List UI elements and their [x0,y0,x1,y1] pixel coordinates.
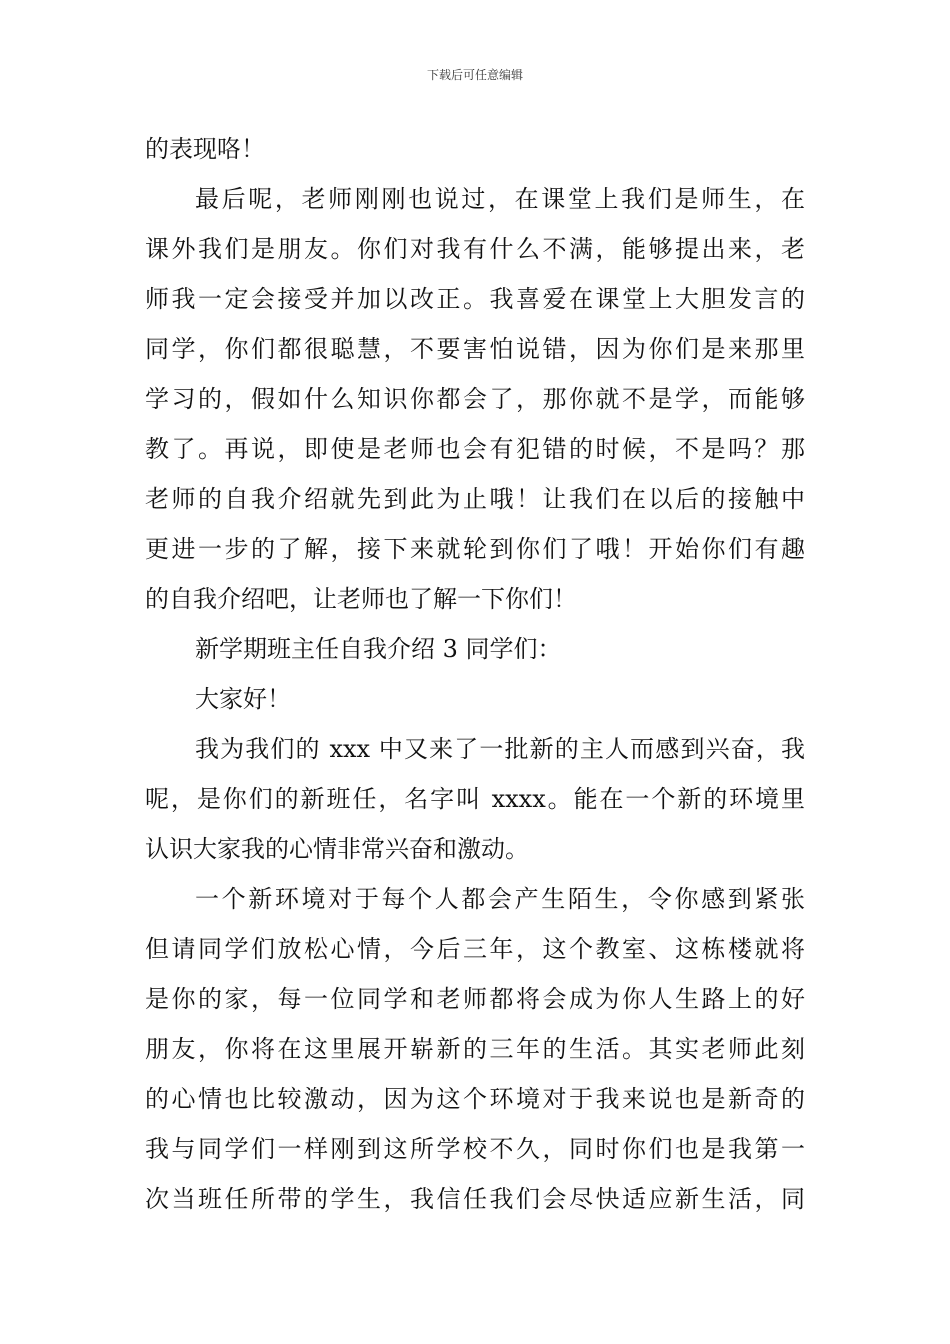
text-line: 学习的，假如什么知识你都会了，那你就不是学，而能够 [145,385,805,413]
text-line: 师我一定会接受并加以改正。我喜爱在课堂上大胆发言的 [145,285,805,313]
text-line: 认识大家我的心情非常兴奋和激动。 [145,835,529,863]
page-header: 下载后可任意编辑 [426,68,523,82]
text-line: 次当班任所带的学生，我信任我们会尽快适应新生活，同 [145,1185,805,1213]
text-line: 但请同学们放松心情，今后三年，这个教室、这栋楼就将 [145,935,805,963]
text-line: 的心情也比较激动，因为这个环境对于我来说也是新奇的 [145,1085,805,1113]
paragraph-first-line: 一个新环境对于每个人都会产生陌生，令你感到紧张 [195,885,805,913]
text-line: 更进一步的了解，接下来就轮到你们了哦！开始你们有趣 [145,535,805,563]
text-line: 同学，你们都很聪慧，不要害怕说错，因为你们是来那里 [145,335,805,363]
text-line: 呢，是你们的新班任，名字叫 xxxx。能在一个新的环境里 [145,785,805,813]
text-line: 是你的家，每一位同学和老师都将会成为你人生路上的好 [145,985,805,1013]
text-line: 的表现咯！ [145,135,265,163]
text-line: 朋友，你将在这里展开崭新的三年的生活。其实老师此刻 [145,1035,805,1063]
section-heading: 新学期班主任自我介绍 3 同学们： [195,635,562,663]
text-line: 老师的自我介绍就先到此为止哦！让我们在以后的接触中 [145,485,805,513]
paragraph-first-line: 最后呢，老师刚刚也说过，在课堂上我们是师生，在 [195,185,805,213]
text-line: 教了。再说，即使是老师也会有犯错的时候，不是吗？那 [145,435,805,463]
text-line: 的自我介绍吧，让老师也了解一下你们！ [145,585,577,613]
greeting-line: 大家好！ [195,685,291,713]
text-line: 课外我们是朋友。你们对我有什么不满，能够提出来，老 [145,235,805,263]
text-line: 我与同学们一样刚到这所学校不久，同时你们也是我第一 [145,1135,805,1163]
paragraph-first-line: 我为我们的 xxx 中又来了一批新的主人而感到兴奋，我 [195,735,805,763]
